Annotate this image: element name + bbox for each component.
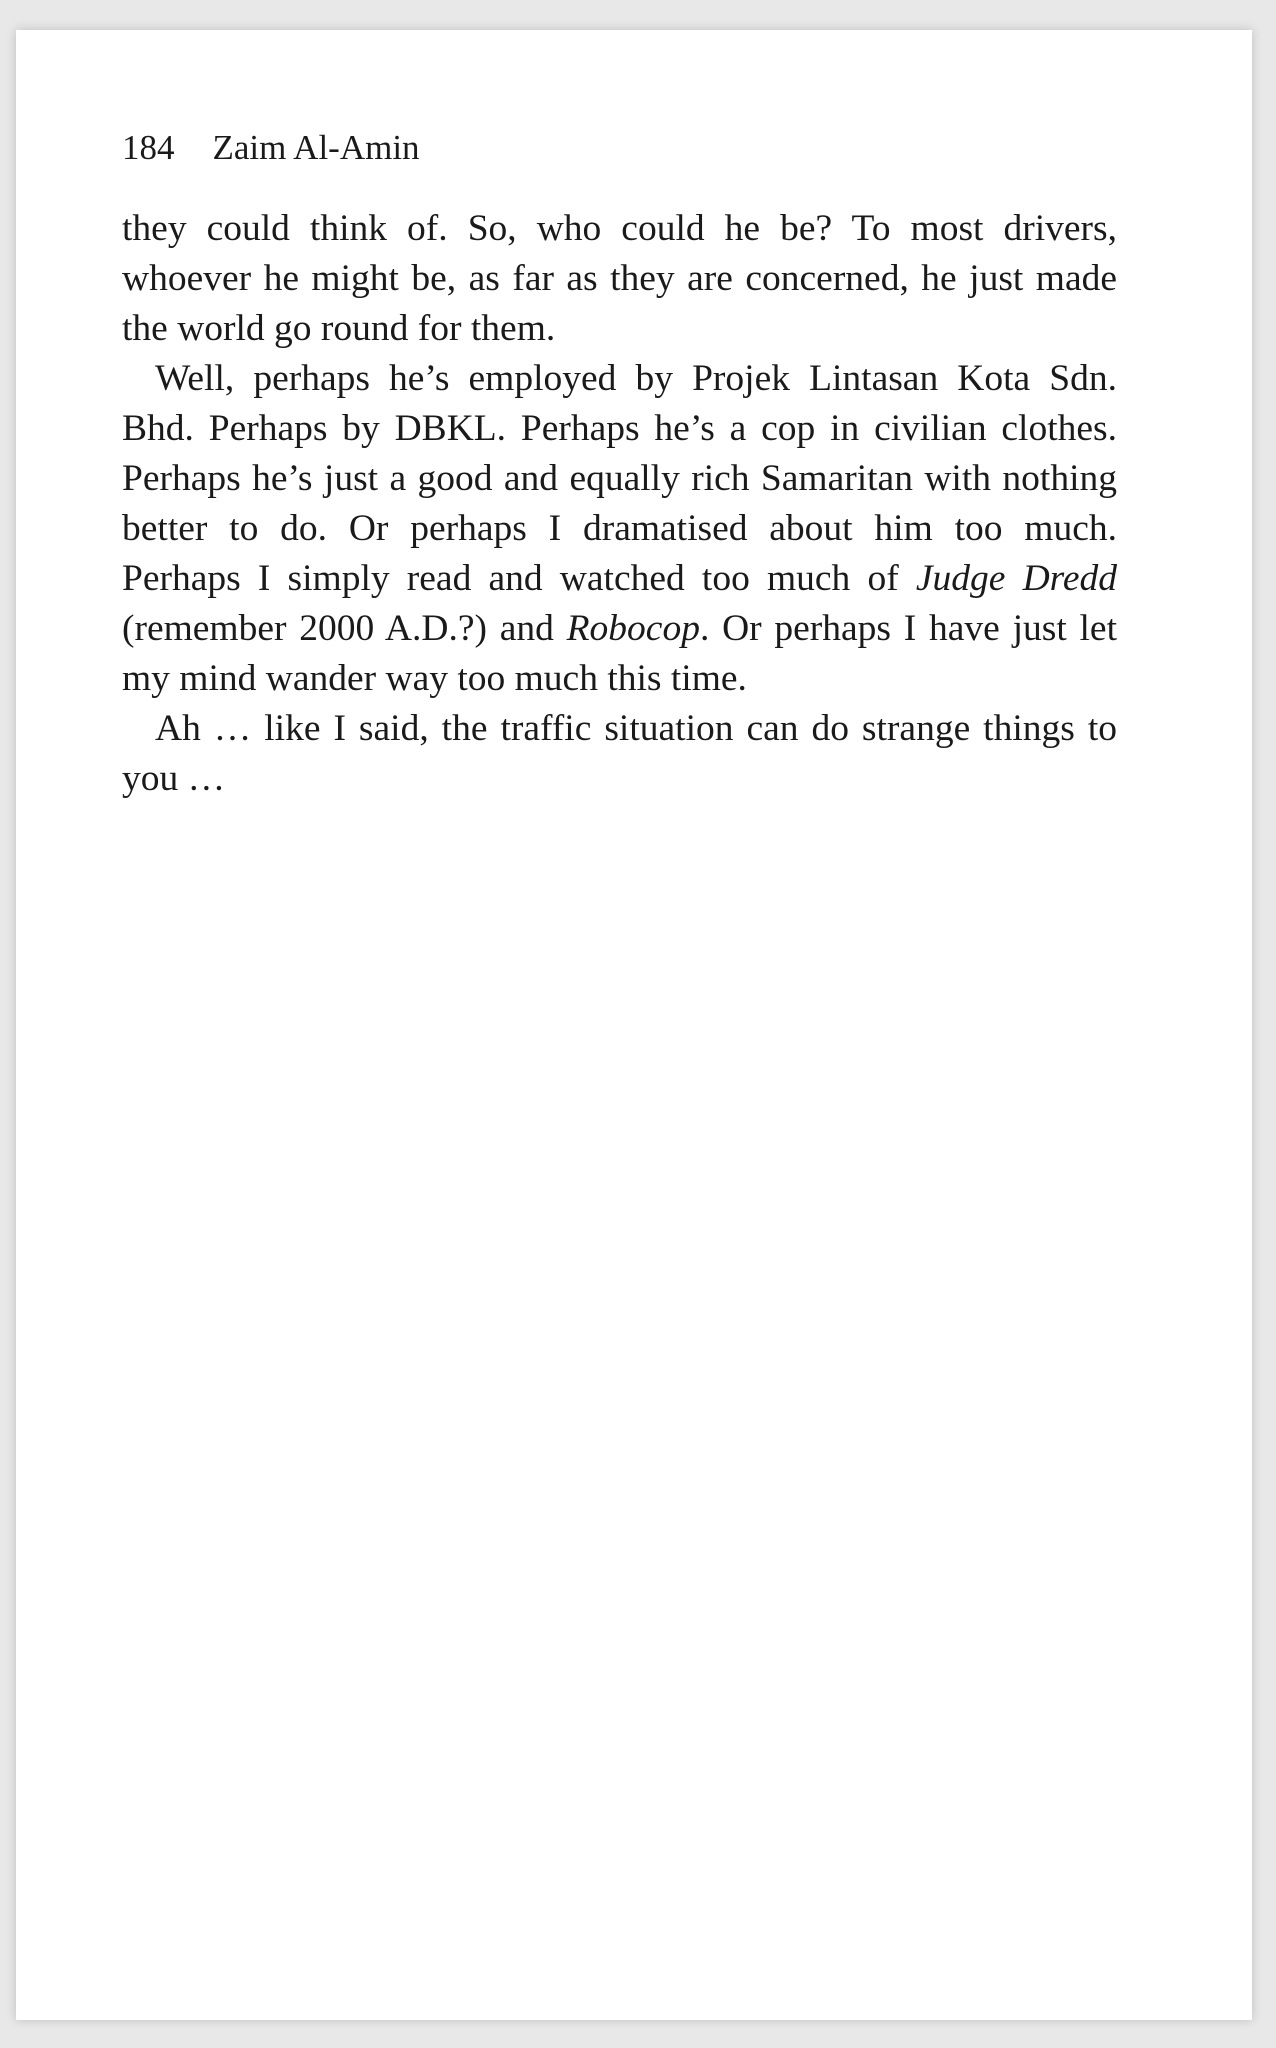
paragraph-2-text-b: (remember 2000 A.D.?) and bbox=[122, 608, 567, 649]
paragraph-2 bbox=[122, 354, 1117, 704]
page-number: 184 bbox=[122, 128, 175, 167]
title-judge-dredd: Judge Dredd bbox=[915, 558, 1118, 599]
paragraph-2-text-c: . Or perhaps I have just let my mind wander way too much this time. bbox=[122, 608, 1117, 699]
body-text bbox=[122, 204, 1117, 804]
paragraph-2-text-a: Well, perhaps he’s employed by Projek Lintasan Kota Sdn. Bhd. Perhaps by DBKL. Perhaps he’s a cop in civilian clothes. Perhaps he’s just a good and equally rich Samaritan with nothing better to do. Or perhaps I dramatised about him too much. Perhaps I simply read and watched too much of bbox=[122, 358, 1117, 599]
paragraph-3: Ah … like I said, the traffic situation can do strange things to you … bbox=[122, 708, 1117, 799]
running-head-author: Zaim Al-Amin bbox=[212, 128, 420, 167]
running-head bbox=[122, 128, 420, 168]
book-page bbox=[16, 30, 1252, 2020]
title-robocop: Robocop bbox=[566, 608, 700, 649]
paragraph-1: they could think of. So, who could he be? To most drivers, whoever he might be, as far as they are concerned, he just made the world go round for them. bbox=[122, 208, 1117, 349]
